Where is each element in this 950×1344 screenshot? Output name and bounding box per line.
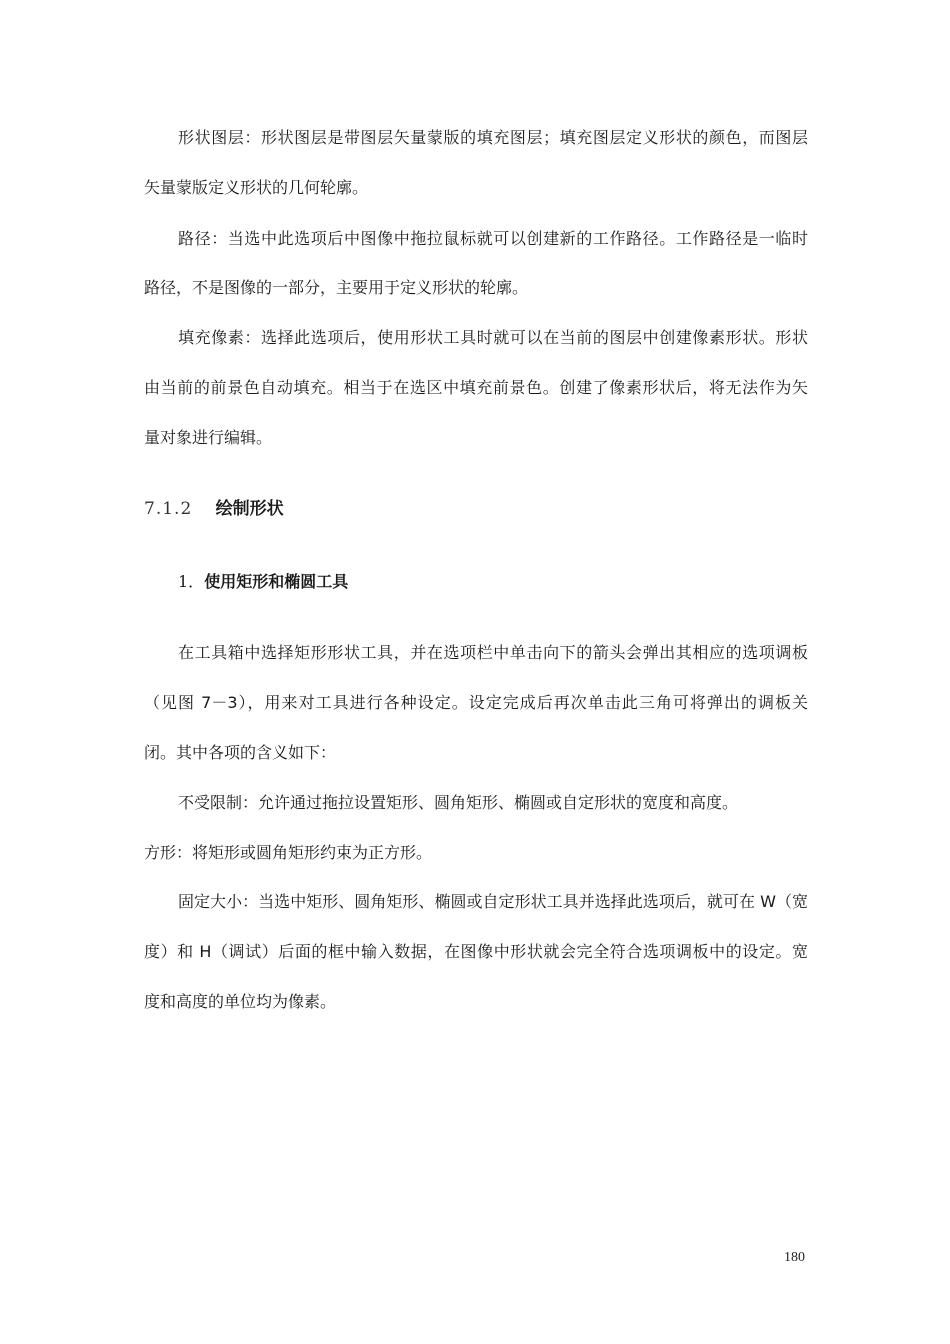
paragraph-shape-layer-line-1: 形状图层：形状图层是带图层矢量蒙版的填充图层；填充图层定义形状的颜色，而图层 <box>178 128 808 147</box>
paragraph-fill-pixels-line-1: 填充像素：选择此选项后，使用形状工具时就可以在当前的图层中创建像素形状。形状 <box>178 328 808 347</box>
paragraph-fixed-size-line-1: 固定大小：当选中矩形、圆角矩形、椭圆或自定形状工具并选择此选项后，就可在 W（宽 <box>178 892 808 911</box>
paragraph-fill-pixels-line-3: 量对象进行编辑。 <box>144 428 273 447</box>
paragraph-fill-pixels-line-2: 由当前的前景色自动填充。相当于在选区中填充前景色。创建了像素形状后，将无法作为矢 <box>144 378 808 397</box>
paragraph-fixed-size-line-3: 度和高度的单位均为像素。 <box>144 992 337 1011</box>
section-title: 绘制形状 <box>215 499 284 519</box>
paragraph-path-line-2: 路径，不是图像的一部分，主要用于定义形状的轮廓。 <box>144 278 529 297</box>
paragraph-unconstrained-line-1: 不受限制：允许通过拖拉设置矩形、圆角矩形、椭圆或自定形状的宽度和高度。 <box>178 793 739 812</box>
paragraph-fixed-size-line-2: 度）和 H（调试）后面的框中输入数据，在图像中形状就会完全符合选项调板中的设定。宽 <box>144 942 808 961</box>
paragraph-shape-layer-line-2: 矢量蒙版定义形状的几何轮廓。 <box>144 178 369 197</box>
subsection-title: 使用矩形和椭圆工具 <box>204 572 349 591</box>
paragraph-path-line-1: 路径：当选中此选项后中图像中拖拉鼠标就可以创建新的工作路径。工作路径是一临时 <box>178 229 808 248</box>
paragraph-square-line-1: 方形：将矩形或圆角矩形约束为正方形。 <box>144 843 433 862</box>
paragraph-toolbox-line-1: 在工具箱中选择矩形形状工具，并在选项栏中单击向下的箭头会弹出其相应的选项调板 <box>178 643 808 662</box>
page-number: 180 <box>784 1250 805 1265</box>
subsection-heading <box>178 571 348 593</box>
paragraph-toolbox-line-2: （见图 7－3），用来对工具进行各种设定。设定完成后再次单击此三角可将弹出的调板关 <box>144 693 808 712</box>
section-heading <box>144 498 284 520</box>
subsection-number: 1． <box>178 572 205 591</box>
section-number: 7.1.2 <box>144 499 193 519</box>
paragraph-toolbox-line-3: 闭。其中各项的含义如下： <box>144 743 337 762</box>
